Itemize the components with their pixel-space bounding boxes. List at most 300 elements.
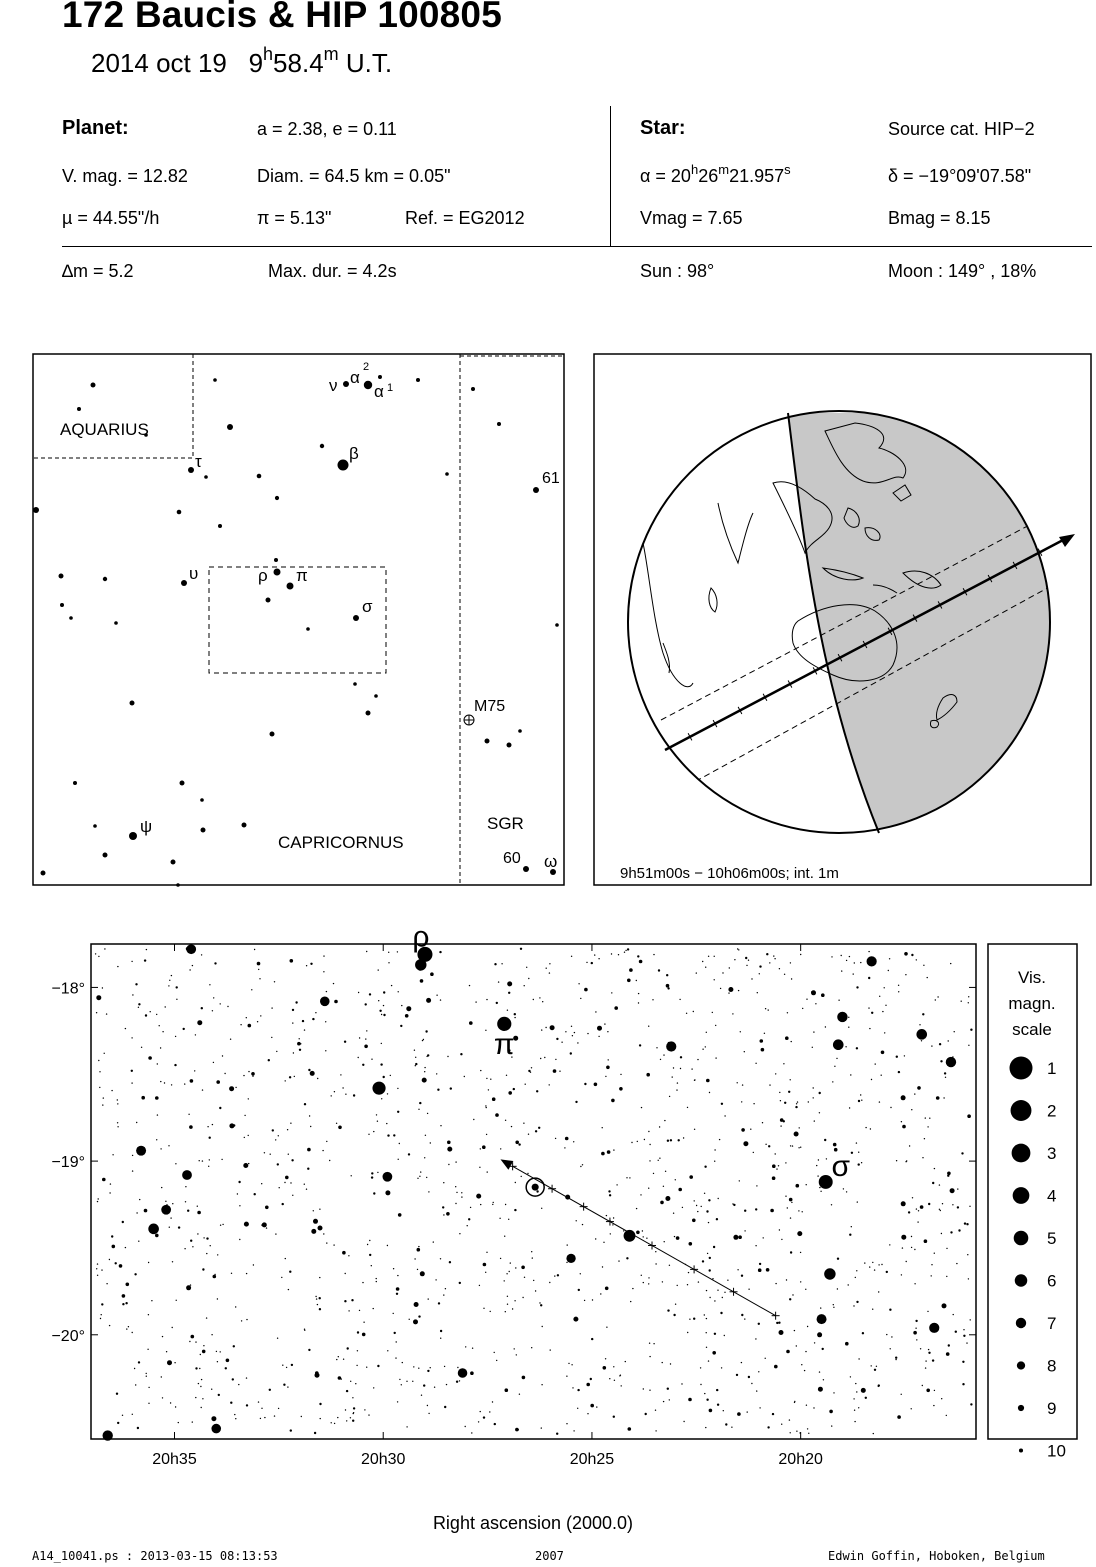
field-star [319, 1297, 321, 1299]
label-psi: ψ [140, 817, 153, 836]
field-star [444, 1366, 445, 1367]
field-star [470, 1371, 474, 1375]
field-star [823, 1379, 824, 1380]
field-star [156, 1014, 157, 1015]
field-star [800, 954, 801, 955]
field-star [639, 960, 643, 964]
field-star [898, 991, 899, 992]
field-star [371, 1172, 373, 1174]
field-star [304, 1330, 305, 1331]
field-star [244, 1115, 245, 1116]
field-star [708, 956, 709, 957]
bright-star [383, 1172, 393, 1182]
field-star [790, 962, 791, 963]
field-star [947, 1172, 951, 1176]
finder-star [73, 781, 77, 785]
field-star [677, 1082, 678, 1083]
field-star [737, 1269, 738, 1270]
field-star [99, 1071, 100, 1072]
field-star [141, 1047, 142, 1048]
field-star [170, 1217, 171, 1218]
field-star [144, 1209, 148, 1213]
field-star [106, 1283, 107, 1284]
field-star [342, 1087, 343, 1088]
field-star [259, 978, 260, 979]
field-star [853, 1398, 854, 1399]
field-star [778, 1322, 780, 1324]
page-title: 172 Baucis & HIP 100805 [62, 0, 502, 35]
bright-star [211, 1424, 221, 1434]
field-star [358, 992, 359, 993]
field-star [700, 1367, 701, 1368]
field-star [964, 1222, 966, 1224]
field-star [956, 1263, 957, 1264]
field-star [796, 1185, 797, 1186]
field-star [311, 1229, 316, 1234]
field-star [606, 1066, 610, 1070]
field-star [799, 1127, 800, 1128]
field-star [211, 1416, 216, 1421]
field-star [717, 1290, 718, 1291]
field-star [813, 1031, 814, 1032]
field-star [927, 1126, 928, 1127]
field-star [666, 974, 668, 976]
field-star [514, 1209, 516, 1211]
field-star [891, 1336, 892, 1337]
field-star [643, 1236, 644, 1237]
field-star [362, 1282, 363, 1283]
field-star [678, 1188, 682, 1192]
label-sigma: σ [362, 597, 373, 616]
field-star [394, 1332, 396, 1334]
field-star [521, 1176, 522, 1177]
field-star [505, 1204, 506, 1205]
field-star [480, 1411, 481, 1412]
field-star [555, 1138, 556, 1139]
field-star [807, 1428, 808, 1429]
field-star [362, 1064, 364, 1066]
field-star [264, 1417, 265, 1418]
field-star [659, 1126, 660, 1127]
field-star [870, 1128, 871, 1129]
field-star [904, 1055, 905, 1056]
x-tick-label: 20h20 [778, 1451, 823, 1468]
field-star [319, 1308, 321, 1310]
field-star [756, 1185, 757, 1186]
field-star [837, 1258, 839, 1260]
field-star [714, 1333, 716, 1335]
field-star [895, 1357, 897, 1359]
field-star [97, 1275, 98, 1276]
field-star [346, 1390, 348, 1392]
field-star [697, 1211, 698, 1212]
field-star [577, 1408, 578, 1409]
field-star [931, 1264, 932, 1265]
field-star [373, 1131, 374, 1132]
field-star [780, 1100, 781, 1101]
field-star [611, 992, 612, 993]
field-star [99, 1087, 100, 1088]
field-star [199, 1160, 200, 1161]
field-star [235, 1306, 236, 1307]
field-star [486, 1134, 487, 1135]
field-star [860, 962, 861, 963]
field-star [290, 1123, 291, 1124]
field-star [712, 1278, 713, 1279]
field-star [310, 963, 312, 965]
field-star [387, 1350, 388, 1351]
field-star [172, 1261, 173, 1262]
field-star [424, 1157, 425, 1158]
finder-star [91, 383, 96, 388]
field-star [819, 1371, 820, 1372]
label-alpha1-sup: 1 [387, 382, 394, 394]
field-star [135, 1384, 136, 1385]
field-star [881, 1075, 882, 1076]
field-star [480, 1148, 481, 1149]
field-star [747, 1411, 748, 1412]
field-star [755, 1063, 756, 1064]
field-star [797, 1231, 802, 1236]
field-star [246, 1377, 247, 1378]
field-star [369, 1254, 371, 1256]
field-star [170, 1402, 171, 1403]
field-star [202, 1160, 203, 1161]
field-star [206, 1253, 207, 1254]
field-star [510, 1262, 511, 1263]
field-star [489, 1411, 490, 1412]
field-star [521, 1266, 525, 1270]
field-star [304, 1103, 306, 1105]
field-star [858, 1358, 859, 1359]
field-star [430, 1367, 431, 1368]
field-star [524, 1277, 525, 1278]
field-star [856, 1270, 857, 1271]
field-star [902, 1125, 906, 1129]
field-star [571, 1364, 572, 1365]
field-star [202, 1268, 204, 1270]
field-star [966, 1223, 968, 1225]
field-star [738, 949, 739, 950]
field-star [629, 1177, 630, 1178]
finder-star [306, 627, 310, 631]
field-star [314, 1432, 316, 1434]
planet-reference: Ref. = EG2012 [405, 208, 525, 228]
label-rho: ρ [258, 566, 268, 585]
field-star [183, 1028, 185, 1030]
field-star [784, 974, 785, 975]
field-star [712, 1012, 713, 1013]
field-star [185, 1186, 186, 1187]
field-star [248, 1098, 249, 1099]
field-star [490, 1079, 491, 1080]
field-star [822, 1348, 824, 1350]
field-star [780, 1125, 781, 1126]
field-star [758, 1323, 760, 1325]
field-star [397, 951, 398, 952]
field-star [584, 1083, 586, 1085]
field-star [422, 1078, 427, 1083]
field-star [197, 1020, 202, 1025]
field-star [659, 1158, 660, 1159]
field-star [171, 1084, 172, 1085]
field-star [860, 1094, 861, 1095]
field-star [131, 961, 132, 962]
field-star [506, 1273, 507, 1274]
field-star [376, 1114, 377, 1115]
field-star [913, 1331, 917, 1335]
field-star [868, 951, 869, 952]
field-star [911, 1408, 912, 1409]
field-star [206, 1237, 208, 1239]
field-star [813, 1087, 814, 1088]
field-star [702, 1049, 703, 1050]
field-star [415, 1065, 416, 1066]
field-star [96, 995, 101, 1000]
mag-scale-value: 4 [1047, 1186, 1057, 1206]
mag-scale-title: Vis. [1017, 968, 1047, 987]
field-star [640, 1194, 641, 1195]
field-star [379, 1010, 381, 1012]
field-star [146, 1373, 147, 1374]
field-star [209, 984, 210, 985]
field-star [648, 1277, 649, 1278]
field-star [962, 1383, 964, 1385]
finder-star [485, 739, 490, 744]
max-duration: Max. dur. = 4.2s [268, 261, 397, 281]
field-star [338, 1126, 342, 1130]
field-star [155, 1234, 159, 1238]
field-star [769, 1084, 770, 1085]
field-star [448, 1164, 449, 1165]
field-star [239, 1205, 240, 1206]
field-star [639, 1044, 641, 1046]
field-star [923, 965, 924, 966]
field-star [587, 1413, 588, 1414]
field-star [126, 1328, 127, 1329]
field-star [235, 1418, 236, 1419]
field-star [561, 1042, 562, 1043]
field-star [664, 1241, 665, 1242]
field-star [705, 1427, 706, 1428]
field-star [509, 1271, 510, 1272]
field-star [673, 1067, 674, 1068]
field-star [144, 959, 146, 961]
field-star [869, 1266, 870, 1267]
field-star [495, 1113, 499, 1117]
field-star [968, 1045, 969, 1046]
field-star [419, 1176, 420, 1177]
field-star [388, 962, 389, 963]
field-star [784, 1102, 786, 1104]
field-star [531, 1347, 532, 1348]
field-star [641, 1275, 642, 1276]
field-star [455, 1203, 456, 1204]
field-star [618, 1260, 619, 1261]
finder-star [180, 781, 185, 786]
field-star [216, 1080, 220, 1084]
field-star [283, 1384, 285, 1386]
field-star [254, 949, 255, 950]
field-star [636, 1208, 637, 1209]
field-star [920, 1205, 924, 1209]
field-star [774, 958, 775, 959]
field-star [246, 1017, 247, 1018]
field-star [244, 1137, 245, 1138]
field-star [378, 969, 379, 970]
field-star [697, 1059, 698, 1060]
footer-catalog: 2007 [535, 1549, 564, 1563]
field-star [968, 1002, 969, 1003]
field-star [708, 1199, 710, 1201]
label-alpha2-sup: 2 [363, 361, 370, 373]
field-star [591, 1338, 593, 1340]
field-star [834, 1066, 835, 1067]
field-star [405, 1014, 409, 1018]
field-star [849, 956, 850, 957]
field-star [427, 1113, 428, 1114]
field-star [302, 1020, 304, 1022]
finder-star [533, 487, 539, 493]
field-star [706, 1332, 707, 1333]
field-star [203, 1237, 204, 1238]
mag-scale-value: 8 [1047, 1356, 1057, 1376]
field-star [220, 1225, 221, 1226]
field-star [740, 1031, 741, 1032]
field-star [819, 1112, 820, 1113]
field-star [681, 1383, 682, 1384]
finder-star [69, 616, 73, 620]
field-star [423, 1384, 425, 1386]
field-star [961, 1001, 962, 1002]
field-star [345, 1409, 346, 1410]
field-star [397, 1111, 399, 1113]
field-star [483, 1308, 484, 1309]
field-star [483, 1416, 485, 1418]
field-star [329, 1160, 330, 1161]
field-star [455, 1186, 456, 1187]
field-star [901, 1201, 906, 1206]
field-star [221, 1159, 222, 1160]
field-star [290, 959, 294, 963]
field-star [658, 969, 660, 971]
field-star [897, 1415, 901, 1419]
field-star [325, 1050, 326, 1051]
field-star [217, 1254, 218, 1255]
field-star [243, 1075, 244, 1076]
field-star [914, 1283, 915, 1284]
field-star [717, 1404, 719, 1406]
field-star [427, 1405, 428, 1406]
field-star [946, 1276, 947, 1277]
field-star [343, 1359, 344, 1360]
field-star [380, 1063, 382, 1065]
field-star [507, 1304, 508, 1305]
field-star [755, 1208, 757, 1210]
field-star [357, 1350, 358, 1351]
field-star [243, 1163, 248, 1168]
finder-star [364, 381, 372, 389]
field-star [531, 1251, 532, 1252]
field-star [773, 955, 774, 956]
field-star [679, 999, 680, 1000]
field-star [872, 1262, 873, 1263]
field-star [514, 1017, 515, 1018]
field-star [367, 1244, 368, 1245]
field-star [299, 1049, 301, 1051]
field-star [778, 1165, 779, 1166]
field-star [914, 1093, 915, 1094]
field-star [176, 986, 178, 988]
ra-m-unit: m [718, 162, 730, 177]
field-star [213, 997, 214, 998]
field-star [260, 1015, 261, 1016]
field-star [436, 1073, 437, 1074]
star-source-catalog: Source cat. HIP−2 [888, 119, 1035, 139]
field-star [197, 1233, 198, 1234]
field-star [276, 1051, 277, 1052]
field-star [873, 1433, 874, 1434]
field-star [541, 1029, 542, 1030]
field-star [258, 1401, 259, 1402]
field-star [611, 1099, 615, 1103]
field-star [928, 1349, 929, 1350]
mag-scale-dot [1018, 1405, 1024, 1411]
field-star [277, 1163, 279, 1165]
field-star [800, 1147, 801, 1148]
field-star [417, 1248, 421, 1252]
field-star [656, 1047, 657, 1048]
field-star [812, 1047, 813, 1048]
field-star [818, 1159, 819, 1160]
field-star [440, 1338, 441, 1339]
field-star [368, 1414, 369, 1415]
field-star [665, 1171, 666, 1172]
field-star [649, 1144, 650, 1145]
star-vmag: Vmag = 7.65 [640, 208, 743, 228]
field-star [214, 1274, 215, 1275]
field-star [334, 1091, 335, 1092]
star-declination: δ = −19°09'07.58" [888, 166, 1032, 186]
field-star [195, 1034, 196, 1035]
field-star [253, 1264, 254, 1265]
field-star [605, 1287, 609, 1291]
field-star [925, 1360, 926, 1361]
field-star [970, 1319, 971, 1320]
field-star [469, 1021, 473, 1025]
field-star [845, 1046, 846, 1047]
field-star [541, 1208, 542, 1209]
field-star [603, 1242, 604, 1243]
field-star [398, 1159, 399, 1160]
finder-star [266, 598, 271, 603]
field-star [312, 1018, 314, 1020]
field-star [772, 1176, 776, 1180]
bright-star [566, 1254, 575, 1263]
field-star [295, 1001, 297, 1003]
field-star [542, 1001, 543, 1002]
field-star [241, 1320, 242, 1321]
field-star [766, 1268, 770, 1272]
field-star [850, 1376, 851, 1377]
field-star [800, 1281, 801, 1282]
field-star [966, 1342, 967, 1343]
label-omega: ω [544, 852, 558, 871]
field-star [371, 1176, 373, 1178]
field-star [854, 962, 855, 963]
field-star [849, 1107, 850, 1108]
field-star [924, 1138, 925, 1139]
